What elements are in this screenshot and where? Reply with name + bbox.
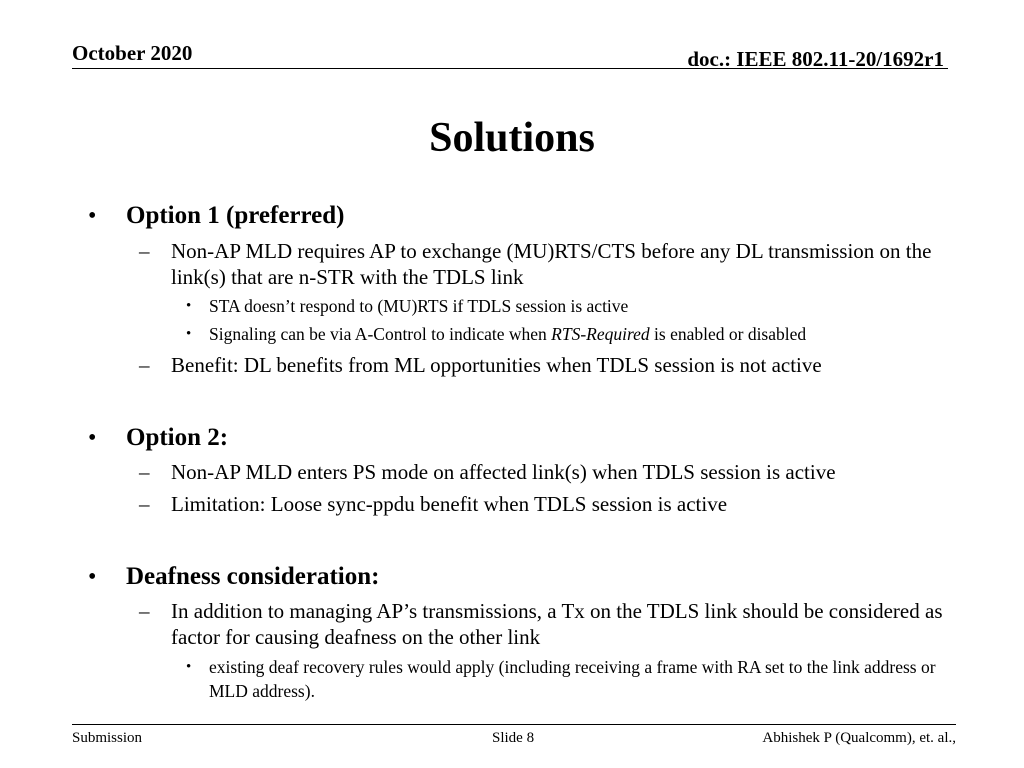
- option-1-requirement: Non-AP MLD requires AP to exchange (MU)RTS/CTS before any DL transmission on the link(s) that are n-STR with the TDLS link: [171, 239, 932, 289]
- footer-divider: [72, 724, 956, 725]
- bullet-marker: •: [186, 659, 192, 675]
- footer-slide-number: Slide 8: [492, 730, 535, 746]
- option-2-ps-mode: Non-AP MLD enters PS mode on affected link(s) when TDLS session is active: [171, 460, 836, 484]
- option-2-limitation: Limitation: Loose sync-ppdu benefit when TDLS session is active: [171, 492, 728, 516]
- dash-marker: –: [139, 460, 150, 484]
- header-doc-id: doc.: IEEE 802.11-20/1692r1: [687, 47, 944, 71]
- bullet-marker: •: [88, 425, 97, 451]
- bullet-marker: •: [88, 203, 97, 229]
- deafness-tx-consideration: In addition to managing AP’s transmissions, a Tx on the TDLS link should be considered as factor for causing deafness on the other link: [171, 599, 943, 649]
- dash-marker: –: [139, 239, 150, 263]
- dash-marker: –: [139, 492, 150, 516]
- bullet-marker: •: [88, 564, 97, 590]
- bullet-marker: •: [186, 326, 192, 342]
- footer-submission: Submission: [72, 730, 143, 746]
- section-heading-option-2: Option 2:: [126, 424, 229, 451]
- deafness-recovery-rules: existing deaf recovery rules would apply (including receiving a frame with RA set to the link address or MLD address).: [209, 657, 936, 701]
- dash-marker: –: [139, 599, 150, 623]
- option-1-benefit: Benefit: DL benefits from ML opportunities when TDLS session is not active: [171, 353, 822, 377]
- section-heading-option-1: Option 1 (preferred): [126, 202, 345, 229]
- option-1-sub-sta-response: STA doesn’t respond to (MU)RTS if TDLS session is active: [209, 296, 629, 316]
- option-1-sub-signaling: Signaling can be via A-Control to indicate when RTS-Required is enabled or disabled: [209, 324, 807, 344]
- dash-marker: –: [139, 353, 150, 377]
- footer-author: Abhishek P (Qualcomm), et. al.,: [762, 730, 956, 746]
- bullet-marker: •: [186, 298, 192, 314]
- section-heading-deafness: Deafness consideration:: [126, 563, 380, 590]
- slide-title: Solutions: [429, 115, 595, 161]
- header-date: October 2020: [72, 41, 193, 65]
